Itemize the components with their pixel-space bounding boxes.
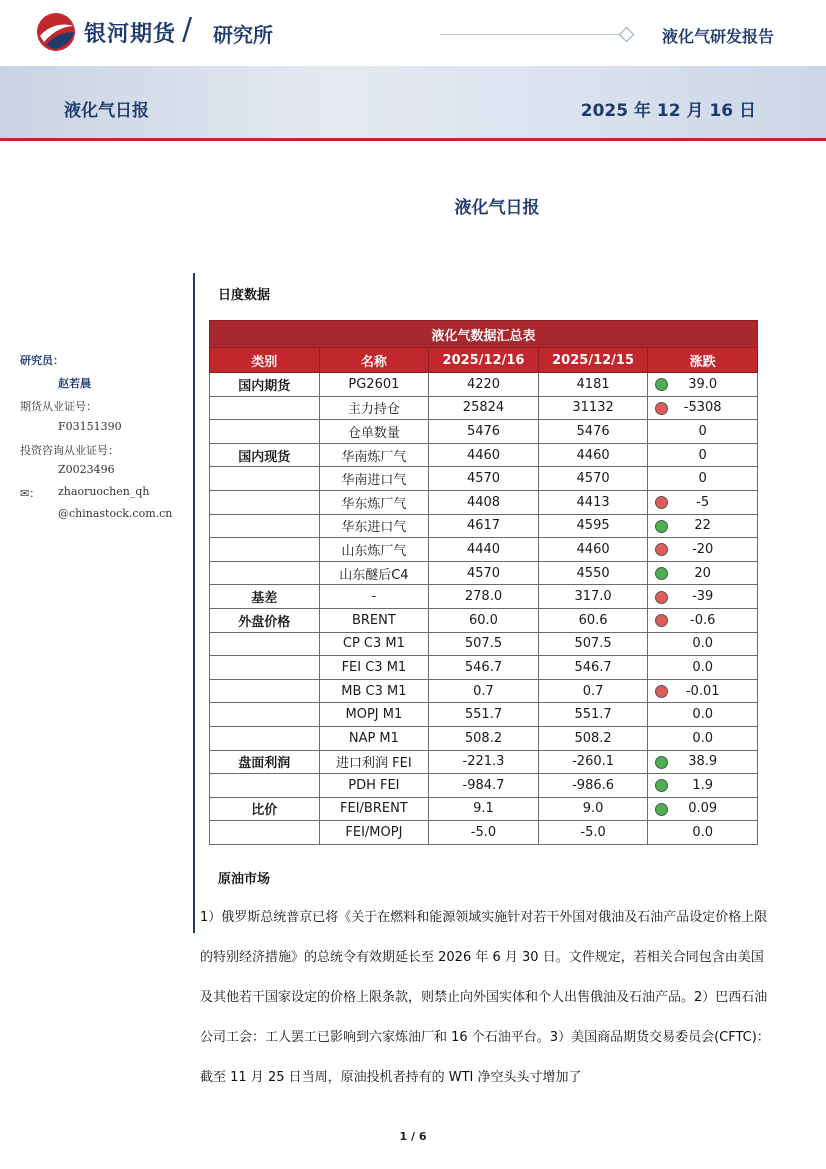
cell-name-text: MB C3 M1 (341, 683, 407, 699)
cell-date-2-text: 317.0 (574, 589, 612, 605)
cell-date-2-text: 551.7 (574, 707, 612, 723)
cell-date-2 (538, 561, 648, 585)
cell-category (210, 467, 320, 491)
cell-change (648, 561, 758, 585)
cell-category-text: 基差 (251, 591, 278, 607)
cell-name-text: 华南进口气 (341, 473, 407, 489)
table-row (210, 821, 758, 845)
cell-date-2 (538, 750, 648, 774)
cell-name-text: 仓单数量 (347, 425, 400, 441)
cell-name-text: PG2601 (348, 376, 400, 392)
cell-name (319, 561, 429, 585)
table-row (210, 656, 758, 680)
cell-date-1 (429, 420, 539, 444)
cell-name-text: CP C3 M1 (342, 636, 405, 652)
cell-name (319, 750, 429, 774)
cell-name-text: 山东醚后C4 (339, 567, 409, 583)
cell-date-2 (538, 608, 648, 632)
cell-category (210, 750, 320, 774)
section-daily-data: 日度数据 (218, 288, 271, 303)
cell-change (648, 608, 758, 632)
cell-category-text: 盘面利润 (238, 756, 291, 772)
cell-date-2 (538, 585, 648, 609)
cell-category (210, 538, 320, 562)
cell-change (648, 373, 758, 397)
table-row (210, 632, 758, 656)
cell-change-text: 22 (694, 518, 711, 534)
cell-date-1-text: 546.7 (464, 659, 503, 675)
cell-change (648, 774, 758, 798)
email-line-1[interactable]: zhaoruochen_qh (58, 485, 150, 498)
cell-date-1-text: -5.0 (470, 825, 497, 841)
cell-change (648, 632, 758, 656)
cell-name (319, 514, 429, 538)
cell-change (648, 490, 758, 514)
cell-category (210, 443, 320, 467)
cell-change (648, 750, 758, 774)
green-dot-icon (655, 378, 668, 391)
cell-name (319, 443, 429, 467)
cell-date-1 (429, 821, 539, 845)
title-banner (0, 66, 826, 141)
cell-date-1-text: 0.7 (473, 683, 494, 699)
cell-date-1-text: 60.0 (469, 612, 498, 628)
green-dot-icon (655, 756, 668, 769)
red-dot-icon (655, 591, 668, 604)
header-category: 类别 (210, 348, 320, 373)
cell-name (319, 608, 429, 632)
cell-date-2-text: 4595 (576, 518, 610, 534)
cell-date-1-text: -221.3 (462, 754, 505, 770)
cell-change-text: 0 (698, 471, 707, 487)
cell-date-2 (538, 679, 648, 703)
cell-date-2 (538, 726, 648, 750)
cell-category-text: 外盘价格 (238, 614, 291, 630)
researcher-label: 研究员： (20, 354, 64, 367)
cell-name (319, 585, 429, 609)
green-dot-icon (655, 779, 668, 792)
cell-category (210, 774, 320, 798)
cell-date-1-text: 4460 (466, 447, 501, 463)
cell-change (648, 703, 758, 727)
cell-change-text: -5 (696, 494, 710, 510)
cell-date-1-text: 278.0 (464, 589, 503, 605)
cell-change-text: 0.0 (692, 707, 714, 723)
page-number: 1 / 6 (399, 1130, 427, 1143)
cell-name-text: 华东进口气 (341, 520, 407, 536)
cell-date-1 (429, 443, 539, 467)
cell-date-1 (429, 703, 539, 727)
cell-change-text: -5308 (683, 400, 722, 416)
cell-date-2 (538, 656, 648, 680)
table-row (210, 443, 758, 467)
cell-change (648, 821, 758, 845)
table-row (210, 585, 758, 609)
red-dot-icon (655, 614, 668, 627)
cell-name (319, 632, 429, 656)
cell-date-2-text: 5476 (576, 423, 610, 439)
cell-date-2-text: -260.1 (572, 754, 615, 770)
cell-category (210, 420, 320, 444)
cell-category (210, 585, 320, 609)
cell-date-1 (429, 797, 539, 821)
cell-name (319, 490, 429, 514)
cell-date-1-text: 508.2 (464, 730, 503, 746)
cell-change-text: -39 (692, 589, 714, 605)
cell-date-1 (429, 514, 539, 538)
cell-change (648, 514, 758, 538)
cell-date-2 (538, 467, 648, 491)
table-header-row (210, 348, 758, 373)
cell-name (319, 726, 429, 750)
cell-date-1-text: 5476 (466, 423, 501, 439)
cell-date-1 (429, 396, 539, 420)
cell-date-2 (538, 821, 648, 845)
table-row (210, 726, 758, 750)
galaxy-logo-icon (36, 12, 76, 52)
cell-category-text: 国内期货 (238, 378, 291, 394)
cell-category (210, 703, 320, 727)
cell-date-1-text: 9.1 (473, 801, 494, 817)
cell-name-text: - (371, 589, 377, 605)
cell-date-1 (429, 679, 539, 703)
cell-date-1 (429, 632, 539, 656)
cell-category (210, 679, 320, 703)
cell-name-text: BRENT (351, 612, 396, 628)
cell-name-text: PDH FEI (348, 777, 400, 793)
cell-date-2 (538, 797, 648, 821)
header-date-2: 2025/12/15 (538, 348, 648, 373)
header-date-1: 2025/12/16 (429, 348, 539, 373)
cell-date-1 (429, 726, 539, 750)
cell-date-2-text: 0.7 (582, 683, 604, 699)
cell-date-2 (538, 373, 648, 397)
sidebar-divider (193, 273, 195, 933)
cell-change (648, 797, 758, 821)
cell-date-1-text: 25824 (462, 400, 505, 416)
header-name: 名称 (319, 348, 429, 373)
department-name: 研究所 (213, 23, 273, 47)
table-row (210, 679, 758, 703)
section-crude-market: 原油市场 (218, 872, 271, 887)
researcher-name: 赵若晨 (58, 377, 91, 390)
cell-category (210, 726, 320, 750)
futures-cert-label: 期货从业证号： (20, 400, 97, 413)
cell-change-text: 20 (694, 565, 711, 581)
cell-category (210, 373, 320, 397)
cell-date-1-text: 4408 (466, 494, 501, 510)
cell-name-text: 华东炼厂气 (341, 496, 407, 512)
cell-date-2-text: 60.6 (578, 612, 608, 628)
cell-category (210, 396, 320, 420)
cell-name-text: FEI/MOPJ (345, 825, 403, 841)
table-row (210, 797, 758, 821)
advisory-cert-label: 投资咨询从业证号： (20, 444, 119, 457)
cell-date-1 (429, 538, 539, 562)
table-row (210, 467, 758, 491)
cell-change-text: 39.0 (688, 376, 718, 392)
cell-name (319, 797, 429, 821)
cell-date-2-text: 9.0 (582, 801, 604, 817)
cell-date-2-text: -986.6 (572, 777, 615, 793)
cell-name-text: MOPJ M1 (345, 707, 403, 723)
cell-name (319, 396, 429, 420)
cell-change-text: 38.9 (688, 754, 718, 770)
cell-date-1 (429, 774, 539, 798)
cell-name (319, 679, 429, 703)
diamond-icon (619, 27, 635, 43)
red-dot-icon (655, 402, 668, 415)
cell-change (648, 467, 758, 491)
cell-name-text: FEI/BRENT (340, 801, 408, 817)
cell-date-2-text: 4550 (576, 565, 610, 581)
cell-category (210, 608, 320, 632)
cell-name (319, 467, 429, 491)
table-row (210, 703, 758, 727)
cell-date-2-text: 4570 (576, 471, 610, 487)
table-row (210, 561, 758, 585)
cell-change (648, 538, 758, 562)
table-caption: 液化气数据汇总表 (210, 321, 758, 348)
table-caption-row (210, 321, 758, 348)
cell-date-2 (538, 703, 648, 727)
advisory-cert: Z0023496 (58, 463, 115, 476)
cell-date-2-text: 31132 (572, 400, 614, 416)
cell-date-2-text: 4460 (576, 541, 610, 557)
cell-change-text: 0 (698, 447, 707, 463)
cell-category (210, 490, 320, 514)
cell-date-1 (429, 656, 539, 680)
green-dot-icon (655, 567, 668, 580)
cell-date-2 (538, 514, 648, 538)
cell-name (319, 703, 429, 727)
table-row (210, 750, 758, 774)
cell-change-text: 0.0 (692, 659, 714, 675)
cell-date-1 (429, 585, 539, 609)
cell-date-2 (538, 420, 648, 444)
table-row (210, 774, 758, 798)
cell-category (210, 797, 320, 821)
cell-date-2 (538, 490, 648, 514)
cell-change-text: -0.01 (685, 683, 720, 699)
cell-date-1-text: -984.7 (462, 777, 505, 793)
cell-date-2 (538, 774, 648, 798)
red-dot-icon (655, 543, 668, 556)
table-row (210, 608, 758, 632)
cell-date-1-text: 4440 (466, 541, 501, 557)
cell-change (648, 420, 758, 444)
cell-name-text: 进口利润 FEI (336, 756, 412, 772)
cell-change-text: 0.09 (688, 801, 718, 817)
cell-change-text: 0.0 (692, 825, 714, 841)
top-header (0, 0, 826, 66)
cell-change (648, 396, 758, 420)
table-row (210, 538, 758, 562)
cell-date-1-text: 4617 (466, 518, 501, 534)
cell-date-1-text: 4220 (466, 376, 501, 392)
cell-change (648, 443, 758, 467)
cell-date-2-text: 508.2 (574, 730, 612, 746)
cell-name (319, 656, 429, 680)
cell-date-2 (538, 443, 648, 467)
report-type: 液化气研发报告 (661, 27, 774, 46)
cell-date-2-text: 4181 (576, 376, 610, 392)
cell-date-1-text: 4570 (466, 471, 501, 487)
cell-date-2 (538, 632, 648, 656)
cell-date-1-text: 551.7 (464, 707, 503, 723)
cell-category (210, 821, 320, 845)
email-line-2[interactable]: @chinastock.com.cn (58, 507, 173, 520)
decorative-line (440, 34, 620, 35)
email-icon: ✉： (20, 487, 41, 500)
cell-date-1-text: 507.5 (464, 636, 503, 652)
brand-name: 银河期货 (84, 22, 177, 47)
cell-change-text: 0.0 (692, 636, 714, 652)
crude-market-paragraph: 1）俄罗斯总统普京已将《关于在燃料和能源领域实施针对若干外国对俄油及石油产品设定价格上限的特别经济措施》的总统令有效期延长至 2026 年 6 月 30 日。文件规定，若相关合同包含由美国及其他若干国家设定的价格上限条款，则禁止向外国实体和个人出售俄油及石油产品。2）巴西石油公司工会：工人罢工已影响到六家炼油厂和 16 个石油平台。3）美国商品期货交易委员会(CFTC)：截至 11 月 25 日当周，原油投机者持有的 WTI 净空头头寸增加了 (200, 910, 770, 1085)
cell-category (210, 656, 320, 680)
cell-category (210, 514, 320, 538)
cell-change-text: 0 (698, 423, 707, 439)
table-row (210, 420, 758, 444)
cell-name (319, 420, 429, 444)
cell-category-text: 国内现货 (238, 449, 291, 465)
cell-change-text: -20 (692, 541, 714, 557)
table-row (210, 373, 758, 397)
cell-name-text: 山东炼厂气 (341, 543, 407, 559)
cell-name (319, 373, 429, 397)
cell-date-2-text: 507.5 (574, 636, 612, 652)
cell-date-1 (429, 561, 539, 585)
table-row (210, 490, 758, 514)
cell-name-text: 主力持仓 (347, 402, 400, 418)
cell-change-text: -0.6 (690, 612, 716, 628)
cell-date-2-text: 546.7 (574, 659, 612, 675)
lpg-summary-table (209, 320, 758, 845)
cell-change (648, 656, 758, 680)
cell-change-text: 0.0 (692, 730, 714, 746)
banner-title: 液化气日报 (64, 101, 149, 121)
cell-category (210, 561, 320, 585)
cell-date-2 (538, 538, 648, 562)
cell-date-2-text: -5.0 (580, 825, 606, 841)
document-title: 液化气日报 (454, 198, 540, 218)
green-dot-icon (655, 520, 668, 533)
cell-name (319, 821, 429, 845)
futures-cert: F03151390 (58, 420, 122, 433)
cell-name-text: NAP M1 (348, 730, 399, 746)
cell-date-1-text: 4570 (466, 565, 501, 581)
cell-change (648, 585, 758, 609)
brand-slash: / (182, 12, 193, 47)
cell-name-text: FEI C3 M1 (341, 659, 407, 675)
green-dot-icon (655, 803, 668, 816)
cell-category (210, 632, 320, 656)
red-dot-icon (655, 496, 668, 509)
header-change: 涨跌 (648, 348, 758, 373)
table-row (210, 514, 758, 538)
cell-date-2 (538, 396, 648, 420)
cell-date-2-text: 4413 (576, 494, 610, 510)
red-dot-icon (655, 685, 668, 698)
cell-date-1 (429, 750, 539, 774)
cell-date-1 (429, 490, 539, 514)
cell-date-1 (429, 467, 539, 491)
cell-change (648, 726, 758, 750)
table-row (210, 396, 758, 420)
cell-name (319, 774, 429, 798)
banner-date: 2025 年 12 月 16 日 (580, 101, 756, 121)
cell-date-1 (429, 373, 539, 397)
cell-name-text: 华南炼厂气 (341, 449, 407, 465)
cell-change (648, 679, 758, 703)
cell-date-1 (429, 608, 539, 632)
cell-category-text: 比价 (251, 803, 278, 819)
cell-change-text: 1.9 (692, 777, 714, 793)
cell-name (319, 538, 429, 562)
cell-date-2-text: 4460 (576, 447, 610, 463)
